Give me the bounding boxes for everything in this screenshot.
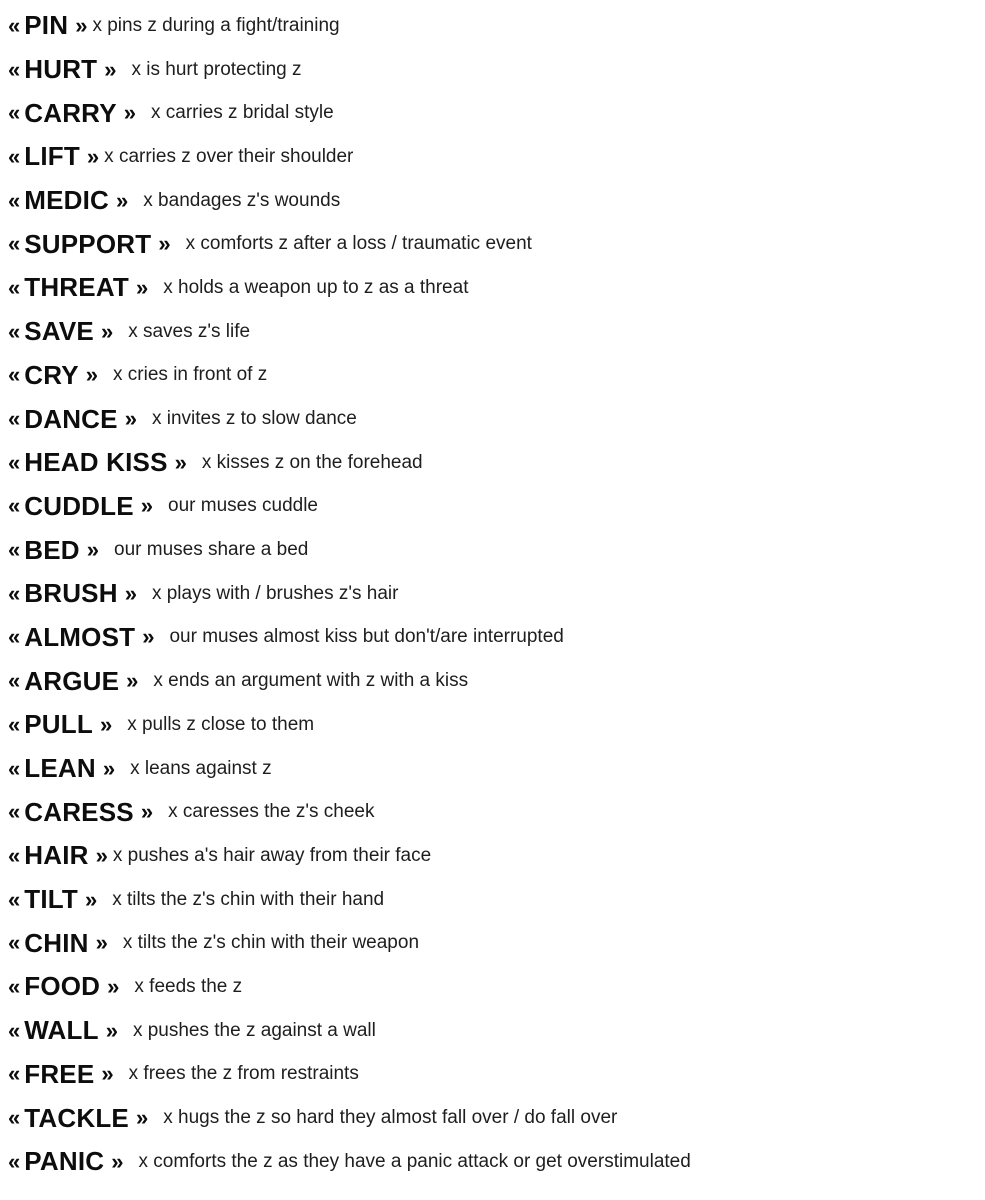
prompt-item [8,1009,973,1053]
prompt-item [8,528,973,572]
prompt-item [8,4,973,48]
prompt-description: x tilts the z's chin with their weapon [122,932,420,954]
prompt-description: x plays with / brushes z's hair [151,582,399,604]
prompt-description: x comforts z after a loss / traumatic event [185,233,532,255]
prompt-item [8,485,973,529]
close-quote-mark: » [124,406,134,432]
open-quote-mark: « [8,143,18,169]
open-quote-mark: « [8,1061,18,1087]
prompt-description: x invites z to slow dance [151,408,357,430]
prompt-keyword: DANCE [24,403,118,434]
prompt-keyword: MEDIC [24,185,110,216]
open-quote-mark: « [8,799,18,825]
prompt-item [8,1053,973,1097]
close-quote-mark: » [111,1148,121,1174]
prompt-item [8,397,973,441]
prompt-description: x pins z during a fight/training [92,14,340,36]
close-quote-mark: » [135,274,146,300]
prompt-item [8,48,973,92]
open-quote-mark: « [8,1105,18,1131]
open-quote-mark: « [8,449,18,475]
open-quote-mark: « [8,930,18,956]
prompt-keyword: CRY [24,359,79,390]
prompt-description: x pushes a's hair away from their face [112,844,432,866]
open-quote-mark: « [8,12,18,38]
open-quote-mark: « [8,711,18,737]
close-quote-mark: » [95,842,105,868]
prompt-item [8,659,973,703]
prompt-item [8,878,973,922]
prompt-keyword: BRUSH [24,578,118,609]
prompt-keyword: FOOD [24,971,101,1002]
prompt-item [8,222,973,266]
prompt-item [8,921,973,965]
close-quote-mark: » [95,930,105,956]
close-quote-mark: » [124,580,134,606]
prompt-item [8,1140,973,1184]
prompt-keyword: LIFT [24,141,80,172]
prompt-description: x saves z's life [128,320,251,342]
open-quote-mark: « [8,537,18,563]
prompt-description: x pushes the z against a wall [132,1019,376,1041]
close-quote-mark: » [100,318,111,344]
prompt-keyword: SUPPORT [24,228,152,259]
prompt-description: x carries z over their shoulder [104,145,354,167]
prompt-description: x kisses z on the forehead [201,451,423,473]
prompt-description: x caresses the z's cheek [168,801,375,823]
close-quote-mark: » [158,231,168,257]
prompt-keyword: THREAT [24,272,129,303]
prompt-item [8,354,973,398]
close-quote-mark: » [116,187,126,213]
prompt-description: x frees the z from restraints [128,1063,359,1085]
open-quote-mark: « [8,1017,18,1043]
prompt-item [8,441,973,485]
prompt-list [8,4,973,1184]
close-quote-mark: » [135,1105,146,1131]
close-quote-mark: » [140,799,151,825]
prompt-item [8,266,973,310]
prompt-keyword: CARESS [24,796,134,827]
prompt-description: x ends an argument with z with a kiss [153,670,469,692]
close-quote-mark: » [102,755,113,781]
prompt-item [8,790,973,834]
prompt-description: our muses share a bed [114,539,309,561]
prompt-keyword: PULL [24,709,93,740]
open-quote-mark: « [8,318,18,344]
prompt-keyword: CARRY [24,97,117,128]
prompt-item [8,834,973,878]
prompt-keyword: SAVE [24,316,94,347]
prompt-keyword: WALL [24,1015,99,1046]
prompt-item [8,747,973,791]
prompt-keyword: HEAD KISS [24,447,168,478]
prompt-description: x is hurt protecting z [131,58,302,80]
open-quote-mark: « [8,493,18,519]
close-quote-mark: » [126,668,136,694]
close-quote-mark: » [142,624,152,650]
close-quote-mark: » [105,1017,115,1043]
prompt-description: x pulls z close to them [127,713,315,735]
open-quote-mark: « [8,362,18,388]
open-quote-mark: « [8,580,18,606]
prompt-description: x feeds the z [134,975,243,997]
prompt-description: x bandages z's wounds [143,189,341,211]
prompt-keyword: CUDDLE [24,490,134,521]
prompt-keyword: CHIN [24,927,89,958]
prompt-item [8,310,973,354]
prompt-item [8,616,973,660]
prompt-description: our muses almost kiss but don't/are interrupted [169,626,564,648]
open-quote-mark: « [8,187,18,213]
open-quote-mark: « [8,100,18,126]
open-quote-mark: « [8,624,18,650]
open-quote-mark: « [8,56,18,82]
prompt-keyword: HURT [24,54,98,85]
close-quote-mark: » [174,449,184,475]
prompt-item [8,965,973,1009]
prompt-keyword: ALMOST [24,621,136,652]
prompt-item [8,572,973,616]
prompt-keyword: BED [24,534,80,565]
open-quote-mark: « [8,842,18,868]
prompt-keyword: FREE [24,1058,95,1089]
close-quote-mark: » [99,711,110,737]
prompt-description: x holds a weapon up to z as a threat [163,276,469,298]
prompt-item [8,703,973,747]
prompt-keyword: TILT [24,884,78,915]
prompt-keyword: PIN [24,10,69,41]
prompt-keyword: PANIC [24,1146,105,1177]
close-quote-mark: » [85,886,95,912]
prompt-description: x tilts the z's chin with their hand [112,888,385,910]
prompt-description: x carries z bridal style [150,102,334,124]
close-quote-mark: » [107,973,117,999]
close-quote-mark: » [123,100,133,126]
close-quote-mark: » [104,56,114,82]
prompt-keyword: HAIR [24,840,89,871]
open-quote-mark: « [8,668,18,694]
prompt-description: x cries in front of z [113,364,268,386]
open-quote-mark: « [8,973,18,999]
close-quote-mark: » [85,362,96,388]
open-quote-mark: « [8,755,18,781]
prompt-description: x leans against z [130,757,272,779]
prompt-item [8,91,973,135]
open-quote-mark: « [8,406,18,432]
prompt-keyword: TACKLE [24,1102,129,1133]
close-quote-mark: » [101,1061,111,1087]
prompt-description: x hugs the z so hard they almost fall over / do fall over [163,1107,618,1129]
close-quote-mark: » [86,143,97,169]
close-quote-mark: » [140,493,151,519]
open-quote-mark: « [8,886,18,912]
prompt-item [8,179,973,223]
open-quote-mark: « [8,1148,18,1174]
prompt-item [8,135,973,179]
close-quote-mark: » [75,12,85,38]
open-quote-mark: « [8,231,18,257]
prompt-description: x comforts the z as they have a panic attack or get overstimulated [138,1150,691,1172]
close-quote-mark: » [86,537,96,563]
prompt-keyword: ARGUE [24,665,120,696]
open-quote-mark: « [8,274,18,300]
prompt-keyword: LEAN [24,753,96,784]
prompt-description: our muses cuddle [168,495,318,517]
prompt-item [8,1096,973,1140]
